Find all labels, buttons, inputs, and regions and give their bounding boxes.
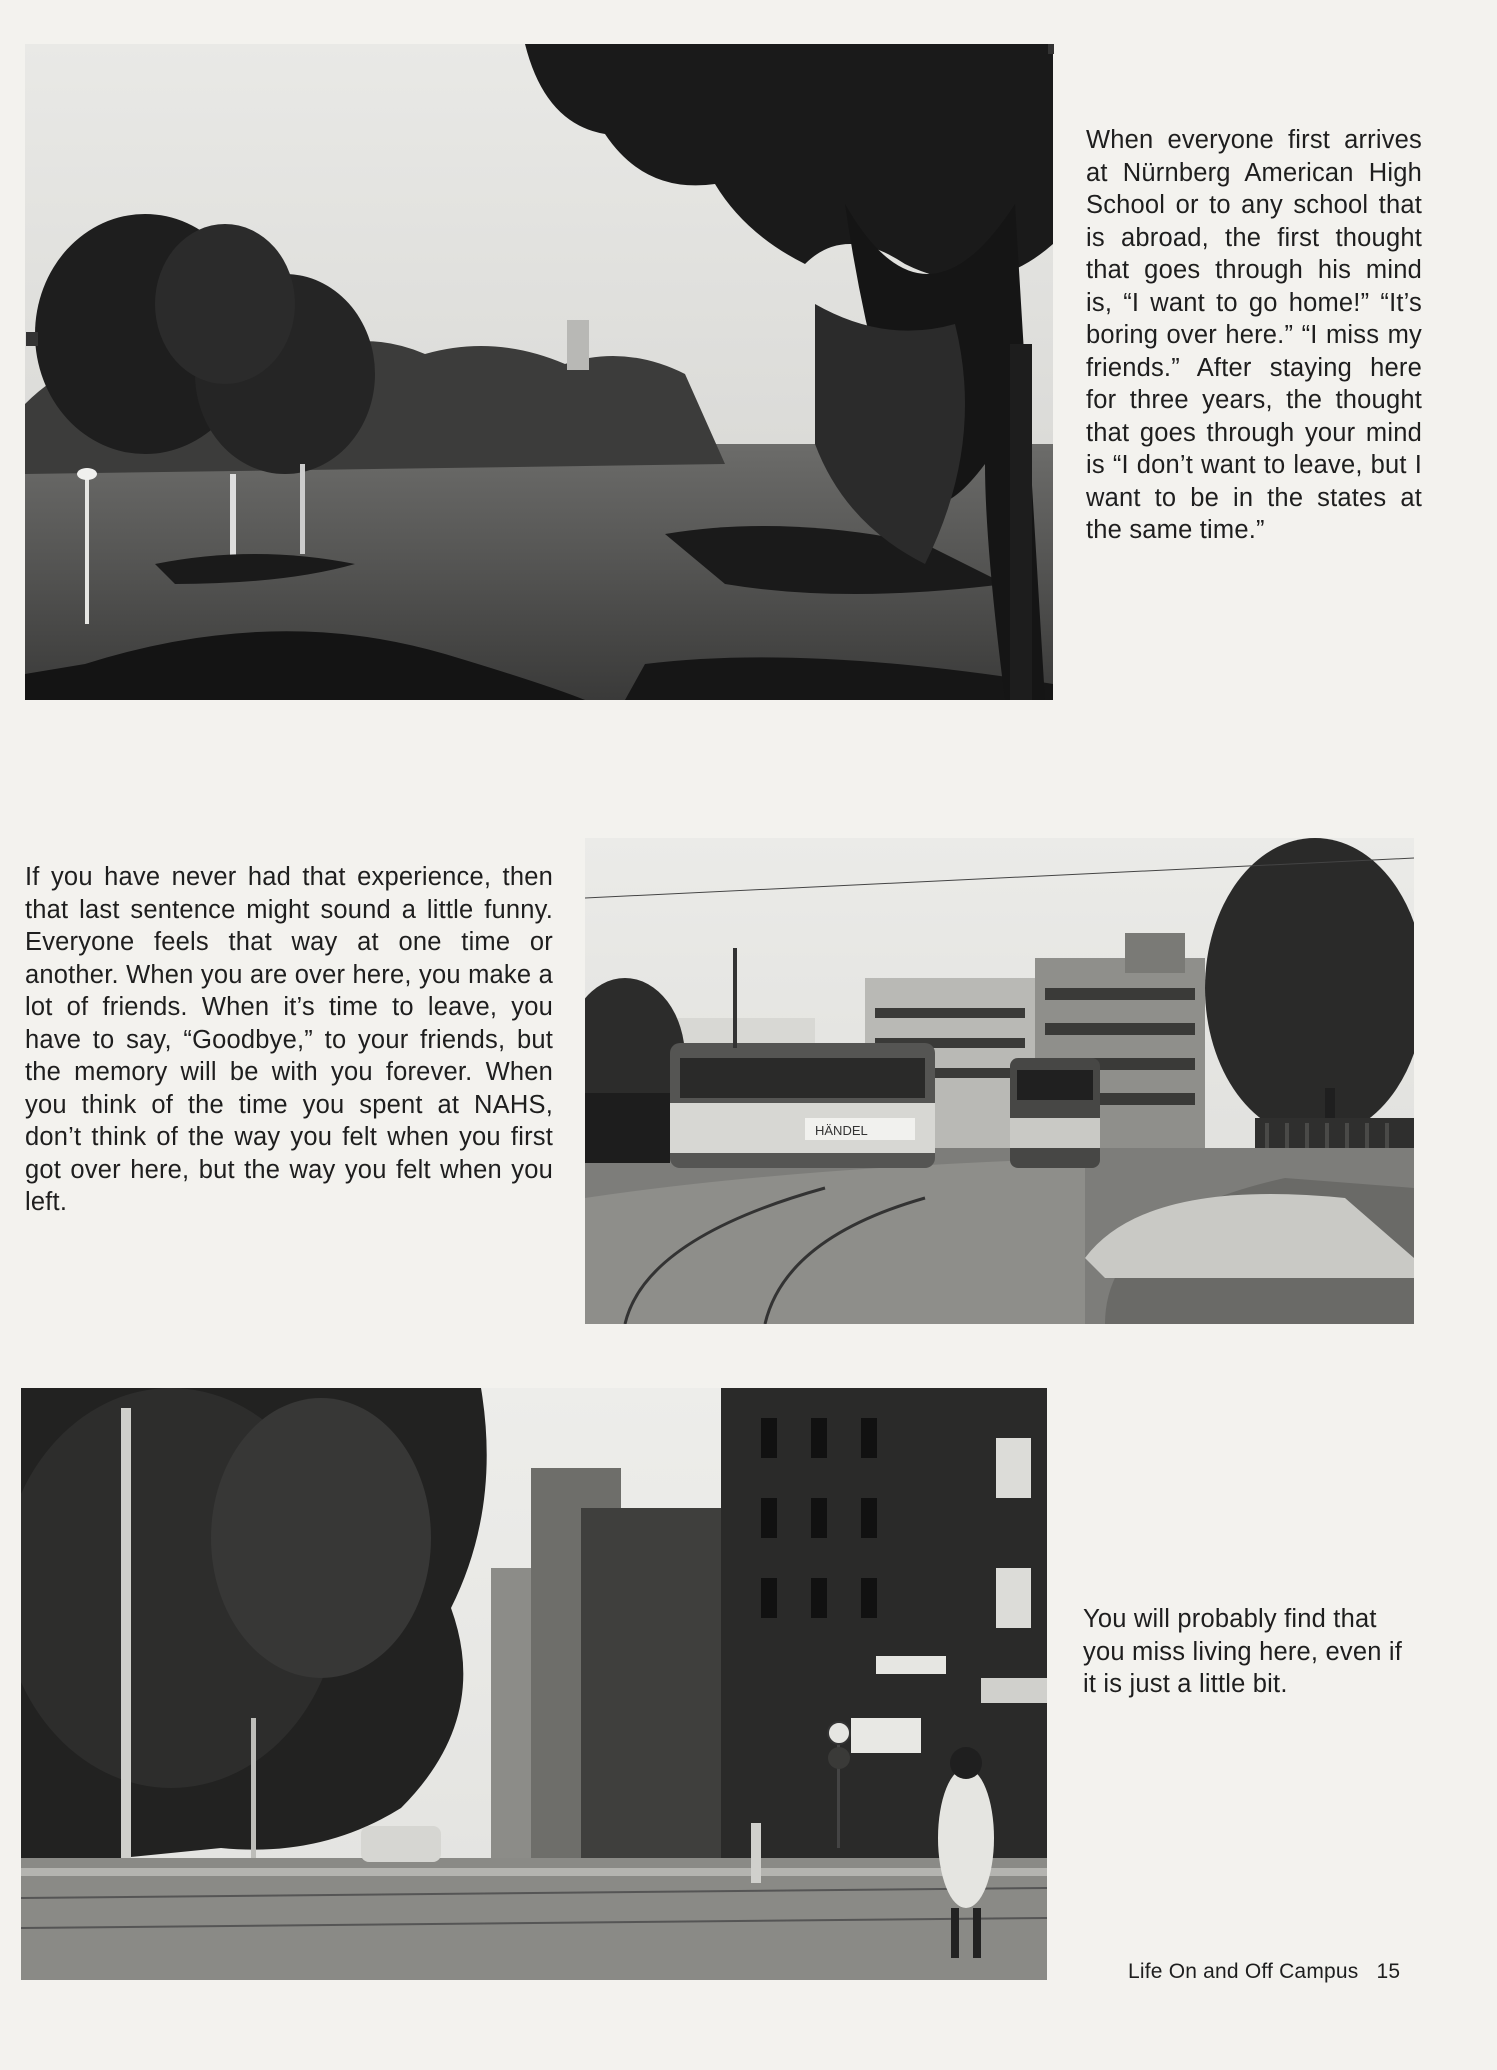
photo-streetcar-sign: HÄNDEL: [815, 1123, 868, 1138]
page-footer: [1128, 1960, 1400, 1984]
paragraph-experience: If you have never had that experience, then that last sentence might sound a little funny. Everyone feels that way at one time or another. When you are over here, you make a lot of friends. When it’s time to leave, you have to say, “Goodbye,” to your friends, but the memory will be with you forever. When you think of the time you spent at NAHS, don’t think of the way you felt when you first got over here, but the way you felt when you left.: [25, 863, 553, 1216]
photo-street-corner-image: [21, 1388, 1047, 1980]
photo-streetcar-image: [585, 838, 1414, 1324]
photo-park: [25, 44, 1053, 700]
photo-streetcar: [585, 838, 1414, 1324]
photo-park-image: [25, 44, 1053, 700]
page-number: 15: [1376, 1960, 1401, 1983]
margin-mark: [1048, 44, 1054, 54]
paragraph-intro: When everyone first arrives at Nürnberg American High School or to any school that is abroad, the first thought that goes through his mind is, “I want to go home!” “It’s boring over here.” “I miss my friends.” After staying here for three years, the thought that goes through your mind is “I don’t want to leave, but I want to be in the states at the same time.”: [1086, 126, 1422, 544]
section-title: Life On and Off Campus: [1128, 1960, 1359, 1983]
paragraph-conclusion: You will probably find that you miss living here, even if it is just a little bit.: [1083, 1605, 1403, 1698]
margin-mark: [26, 332, 38, 346]
photo-street-corner: [21, 1388, 1047, 1980]
